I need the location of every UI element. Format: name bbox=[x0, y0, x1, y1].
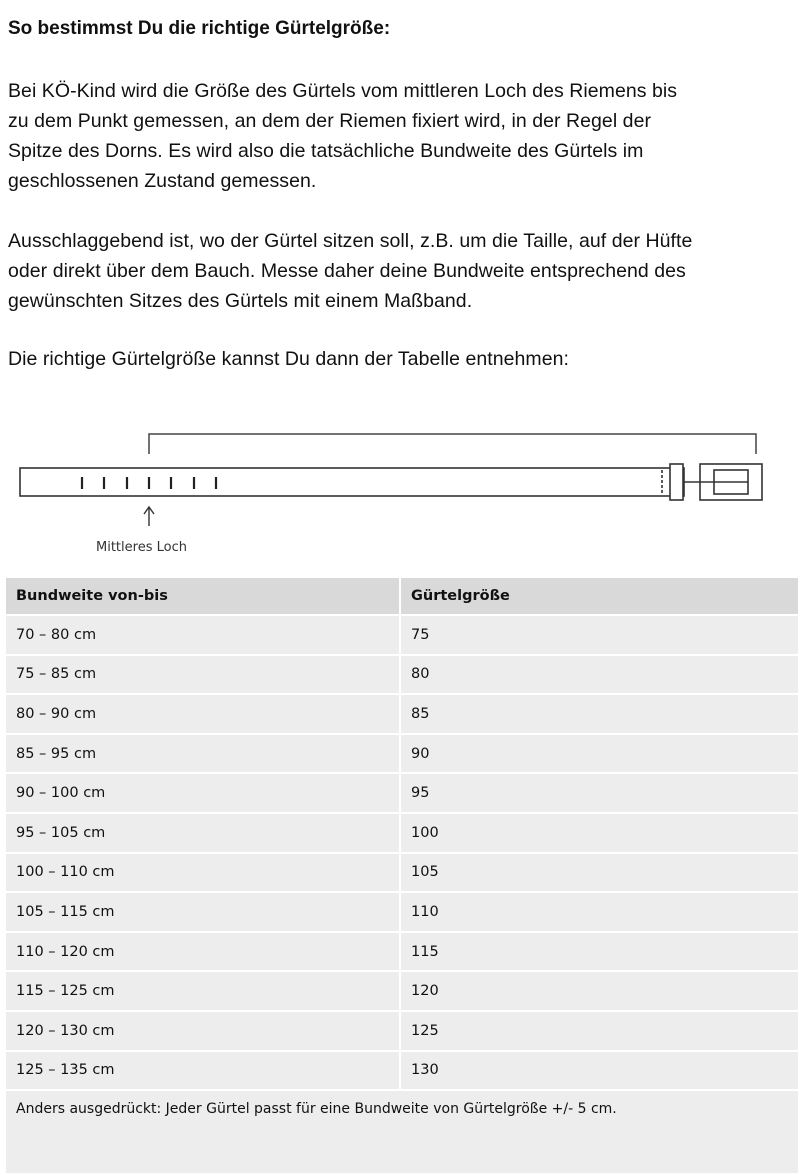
table-row bbox=[6, 932, 798, 972]
table-row bbox=[6, 892, 798, 932]
header-belt-size: Gürtelgröße bbox=[400, 578, 798, 615]
table-row bbox=[6, 694, 798, 734]
table-header-row bbox=[6, 578, 798, 615]
waist-range: 110 – 120 cm bbox=[6, 932, 400, 972]
belt-size: 75 bbox=[400, 615, 798, 655]
table-row bbox=[6, 853, 798, 893]
waist-range: 95 – 105 cm bbox=[6, 813, 400, 853]
belt-size: 125 bbox=[400, 1011, 798, 1051]
text-line: Die richtige Gürtelgröße kannst Du dann der Tabelle entnehmen: bbox=[8, 348, 569, 370]
table-footnote: Anders ausgedrückt: Jeder Gürtel passt für eine Bundweite von Gürtelgröße +/- 5 cm. bbox=[6, 1090, 798, 1174]
page-heading: So bestimmst Du die richtige Gürtelgröße: bbox=[8, 18, 391, 39]
belt-size: 120 bbox=[400, 971, 798, 1011]
belt-size: 100 bbox=[400, 813, 798, 853]
text-line: gewünschten Sitzes des Gürtels mit einem Maßband. bbox=[8, 290, 473, 312]
waist-range: 115 – 125 cm bbox=[6, 971, 400, 1011]
table-row bbox=[6, 971, 798, 1011]
table-footer-row bbox=[6, 1090, 798, 1174]
text-line: oder direkt über dem Bauch. Messe daher deine Bundweite entsprechend des bbox=[8, 260, 686, 282]
table-row bbox=[6, 1011, 798, 1051]
intro-paragraph bbox=[8, 76, 798, 196]
text-line: geschlossenen Zustand gemessen. bbox=[8, 170, 317, 192]
waist-range: 125 – 135 cm bbox=[6, 1051, 400, 1091]
measurement-bracket bbox=[149, 434, 756, 454]
waist-range: 120 – 130 cm bbox=[6, 1011, 400, 1051]
table-row bbox=[6, 813, 798, 853]
text-line: Spitze des Dorns. Es wird also die tatsächliche Bundweite des Gürtels im bbox=[8, 140, 644, 162]
text-line: zu dem Punkt gemessen, an dem der Riemen fixiert wird, in der Regel der bbox=[8, 110, 652, 132]
table-row bbox=[6, 773, 798, 813]
waist-range: 105 – 115 cm bbox=[6, 892, 400, 932]
text-line: Bei KÖ-Kind wird die Größe des Gürtels vom mittleren Loch des Riemens bis bbox=[8, 80, 678, 102]
belt-size: 85 bbox=[400, 694, 798, 734]
belt-size: 105 bbox=[400, 853, 798, 893]
belt-size: 90 bbox=[400, 734, 798, 774]
table-row bbox=[6, 1051, 798, 1091]
waist-range: 80 – 90 cm bbox=[6, 694, 400, 734]
waist-range: 70 – 80 cm bbox=[6, 615, 400, 655]
belt-buckle bbox=[662, 464, 762, 500]
waist-range: 75 – 85 cm bbox=[6, 655, 400, 695]
text-line: Ausschlaggebend ist, wo der Gürtel sitzen soll, z.B. um die Taille, auf der Hüfte bbox=[8, 230, 693, 252]
table-row bbox=[6, 615, 798, 655]
fit-paragraph bbox=[8, 226, 798, 316]
header-waist: Bundweite von-bis bbox=[6, 578, 400, 615]
waist-range: 100 – 110 cm bbox=[6, 853, 400, 893]
belt-size: 115 bbox=[400, 932, 798, 972]
belt-strap bbox=[20, 468, 684, 496]
table-row bbox=[6, 734, 798, 774]
waist-range: 90 – 100 cm bbox=[6, 773, 400, 813]
belt-size: 80 bbox=[400, 655, 798, 695]
belt-size: 110 bbox=[400, 892, 798, 932]
belt-size: 130 bbox=[400, 1051, 798, 1091]
belt-size: 95 bbox=[400, 773, 798, 813]
waist-range: 85 – 95 cm bbox=[6, 734, 400, 774]
table-intro-paragraph bbox=[8, 344, 798, 374]
middle-hole-arrow bbox=[144, 507, 154, 526]
size-table bbox=[6, 578, 798, 1175]
middle-hole-label: Mittleres Loch bbox=[96, 540, 187, 555]
table-row bbox=[6, 655, 798, 695]
